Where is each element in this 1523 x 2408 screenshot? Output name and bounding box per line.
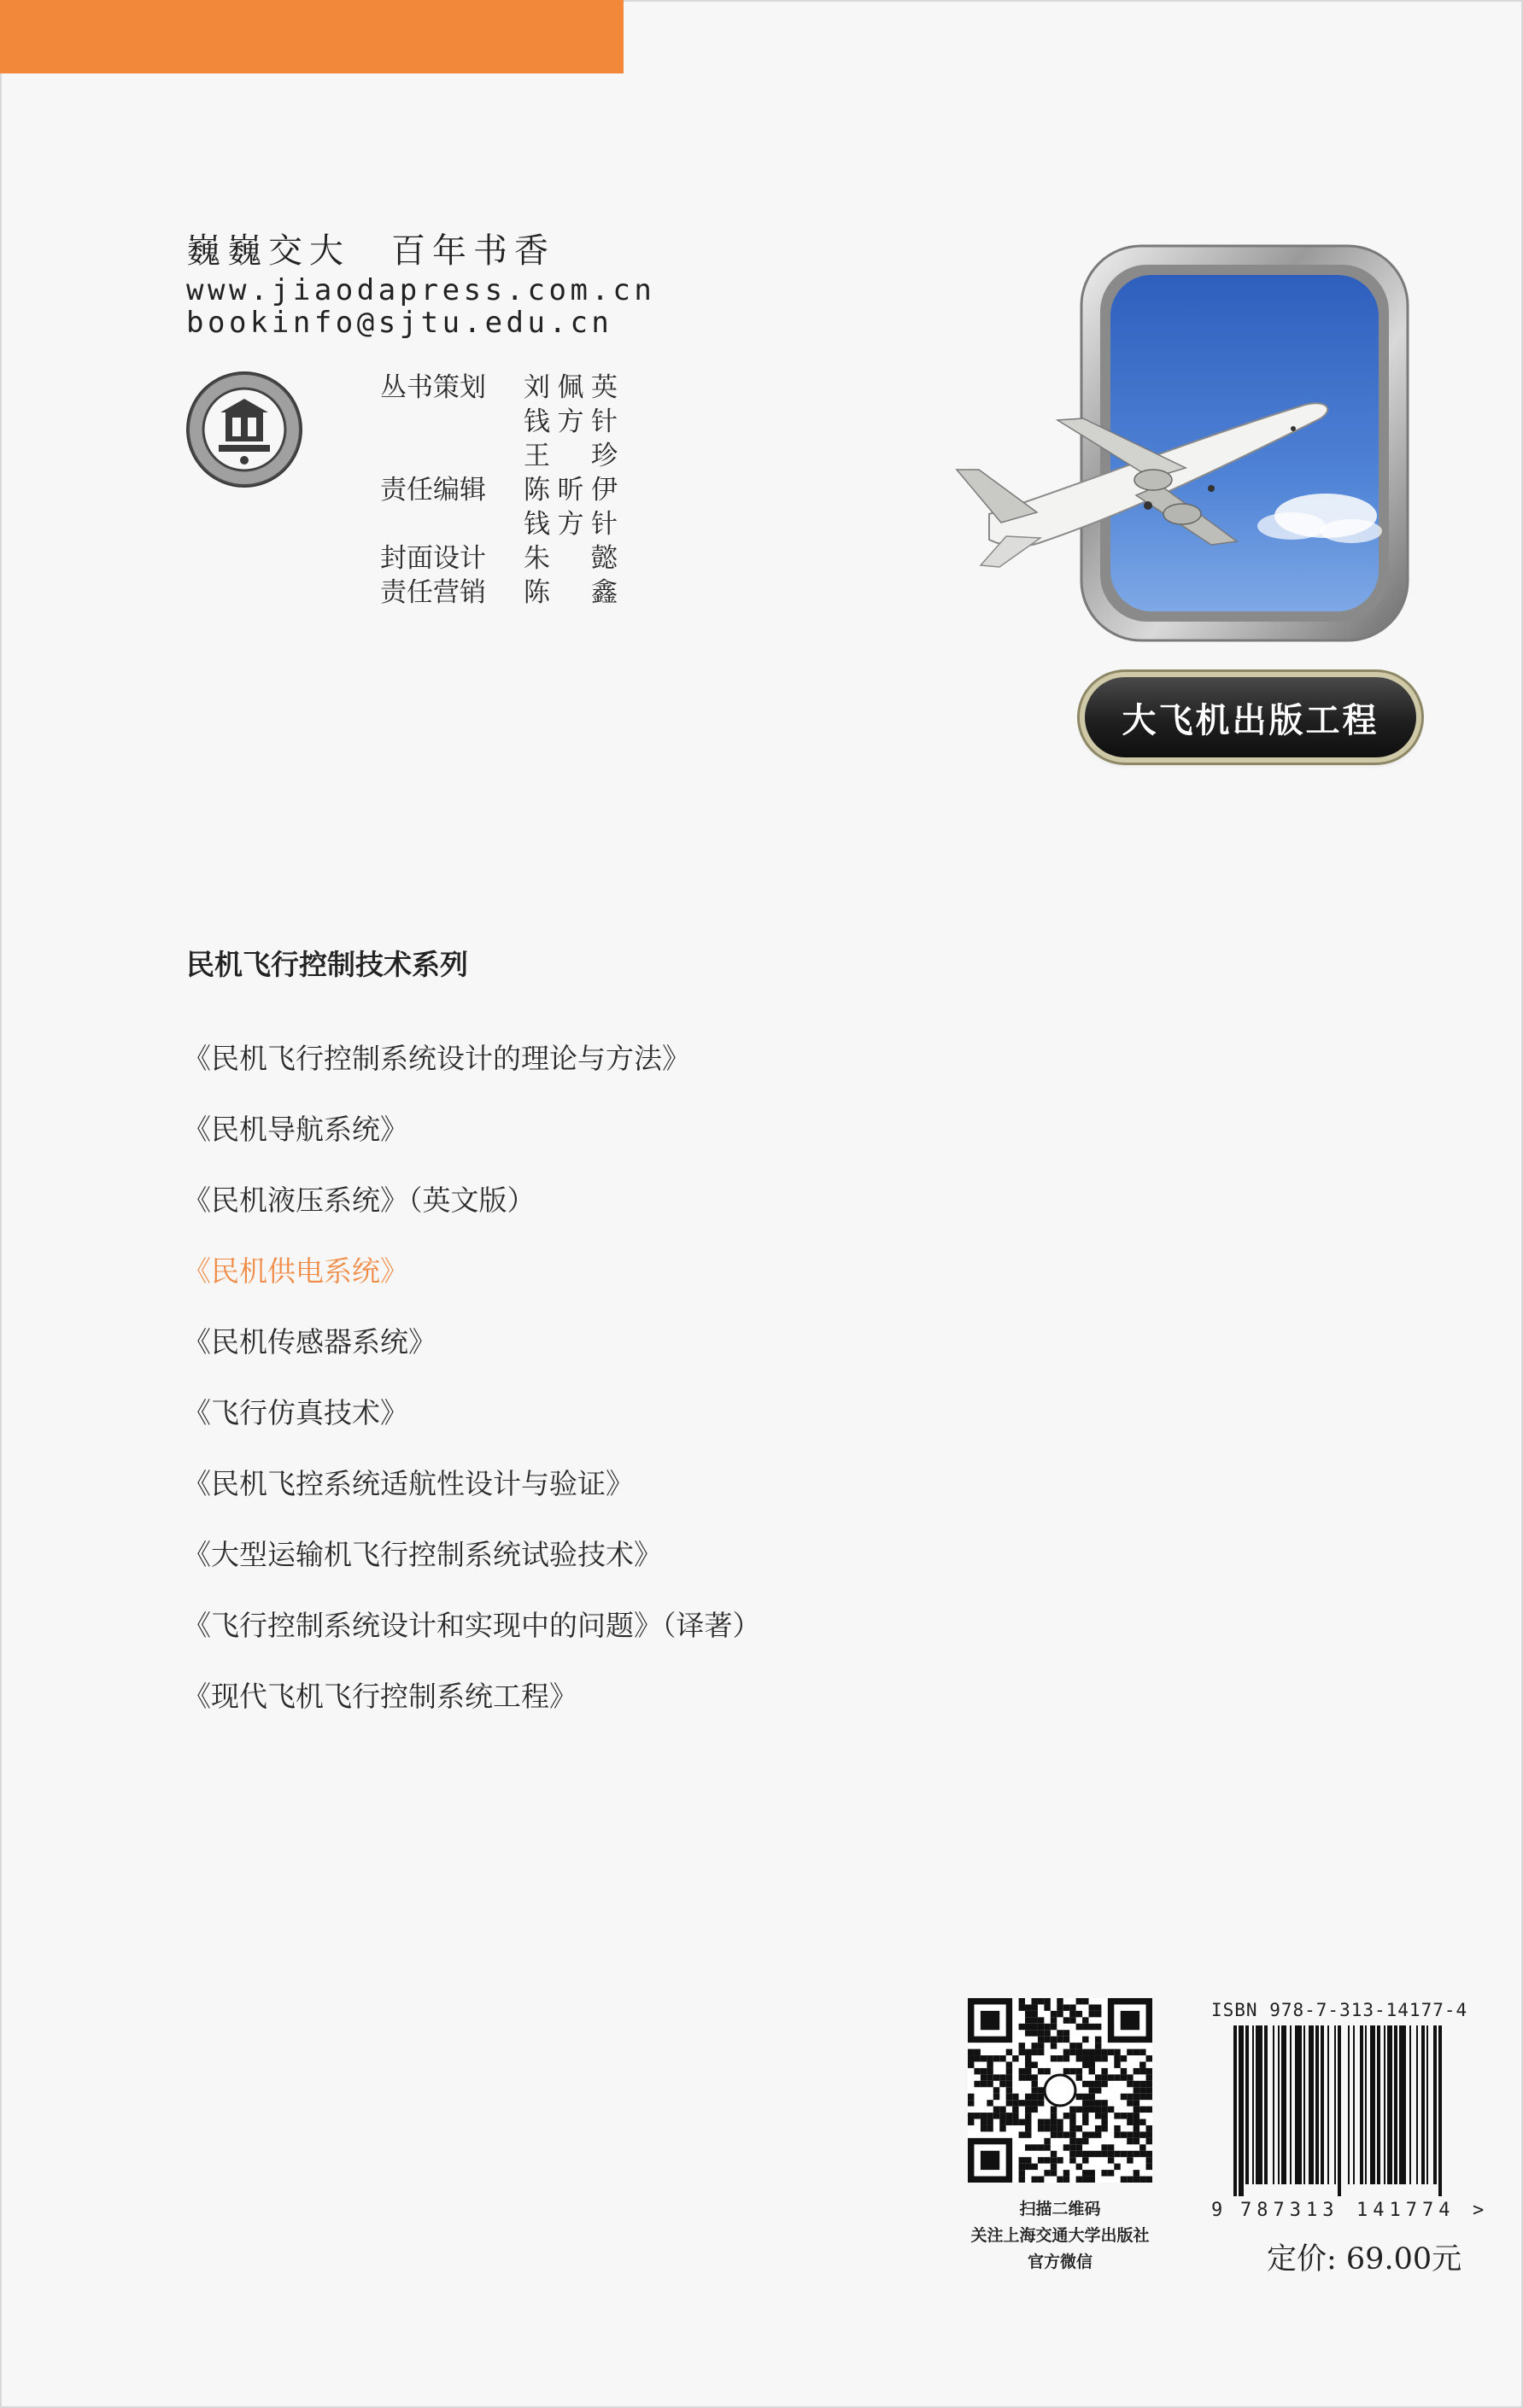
list-item-current-book: 《民机供电系统》 <box>183 1254 408 1288</box>
publisher-email[interactable]: bookinfo@sjtu.edu.cn <box>186 306 613 340</box>
qr-caption-line: 扫描二维码 <box>1019 2200 1101 2218</box>
credit-name: 钱方针 <box>524 509 618 540</box>
barcode-digit-lead: 9 <box>1211 2200 1224 2221</box>
list-item: 《民机传感器系统》 <box>183 1325 436 1359</box>
credit-name: 朱 懿 <box>524 543 618 574</box>
wechat-qr-code[interactable] <box>968 1998 1152 2183</box>
credit-name: 刘佩英 <box>524 372 618 403</box>
credit-name: 陈 鑫 <box>524 577 618 608</box>
publisher-slogan: 巍巍交大 百年书香 <box>186 231 555 271</box>
list-item: 《民机液压系统》（英文版） <box>183 1184 536 1217</box>
credit-row-cover-design <box>380 541 618 576</box>
barcode-digits-left: 787313 <box>1240 2200 1339 2221</box>
credit-name: 王 珍 <box>524 441 618 471</box>
qr-caption <box>940 2196 1180 2276</box>
credit-role: 丛书策划 <box>380 372 486 403</box>
list-item: 《现代飞机飞行控制系统工程》 <box>183 1680 577 1713</box>
list-item: 《民机飞控系统适航性设计与验证》 <box>183 1467 634 1500</box>
credit-role: 封面设计 <box>380 543 486 574</box>
credit-name: 陈昕伊 <box>524 475 618 506</box>
book-list <box>183 1042 761 1750</box>
airplane-icon <box>955 386 1339 574</box>
program-badge-label: 大飞机出版工程 <box>1122 700 1379 740</box>
book-price: 定价: 69.00元 <box>1267 2242 1462 2276</box>
program-badge <box>1085 677 1416 757</box>
credit-role: 责任营销 <box>380 577 486 608</box>
isbn-label: ISBN 978-7-313-14177-4 <box>1211 2000 1468 2020</box>
qr-caption-line: 关注上海交通大学出版社 <box>970 2226 1150 2245</box>
list-item: 《大型运输机飞行控制系统试验技术》 <box>183 1538 662 1571</box>
isbn-barcode <box>1230 2025 1469 2196</box>
barcode-digits-right: 141774 <box>1356 2200 1456 2221</box>
credit-name: 钱方针 <box>524 406 618 437</box>
credit-role: 责任编辑 <box>380 475 486 506</box>
publisher-website[interactable]: www.jiaodapress.com.cn <box>186 273 656 307</box>
barcode-digit-trail: > <box>1473 2200 1485 2221</box>
credit-row-marketing <box>380 576 618 610</box>
credit-row-series-planning <box>380 371 618 473</box>
qr-caption-line: 官方微信 <box>1027 2253 1092 2271</box>
qr-center-logo <box>1045 2075 1075 2106</box>
list-item: 《飞行仿真技术》 <box>183 1396 408 1429</box>
list-item: 《民机导航系统》 <box>183 1113 408 1146</box>
orange-top-bar <box>0 0 624 73</box>
list-item: 《民机飞行控制系统设计的理论与方法》 <box>183 1042 690 1075</box>
list-item: 《飞行控制系统设计和实现中的问题》（译著） <box>183 1609 761 1642</box>
credits-block <box>380 371 618 610</box>
series-title: 民机飞行控制技术系列 <box>186 948 468 981</box>
credit-row-editor <box>380 473 618 541</box>
university-seal-logo <box>185 370 304 489</box>
